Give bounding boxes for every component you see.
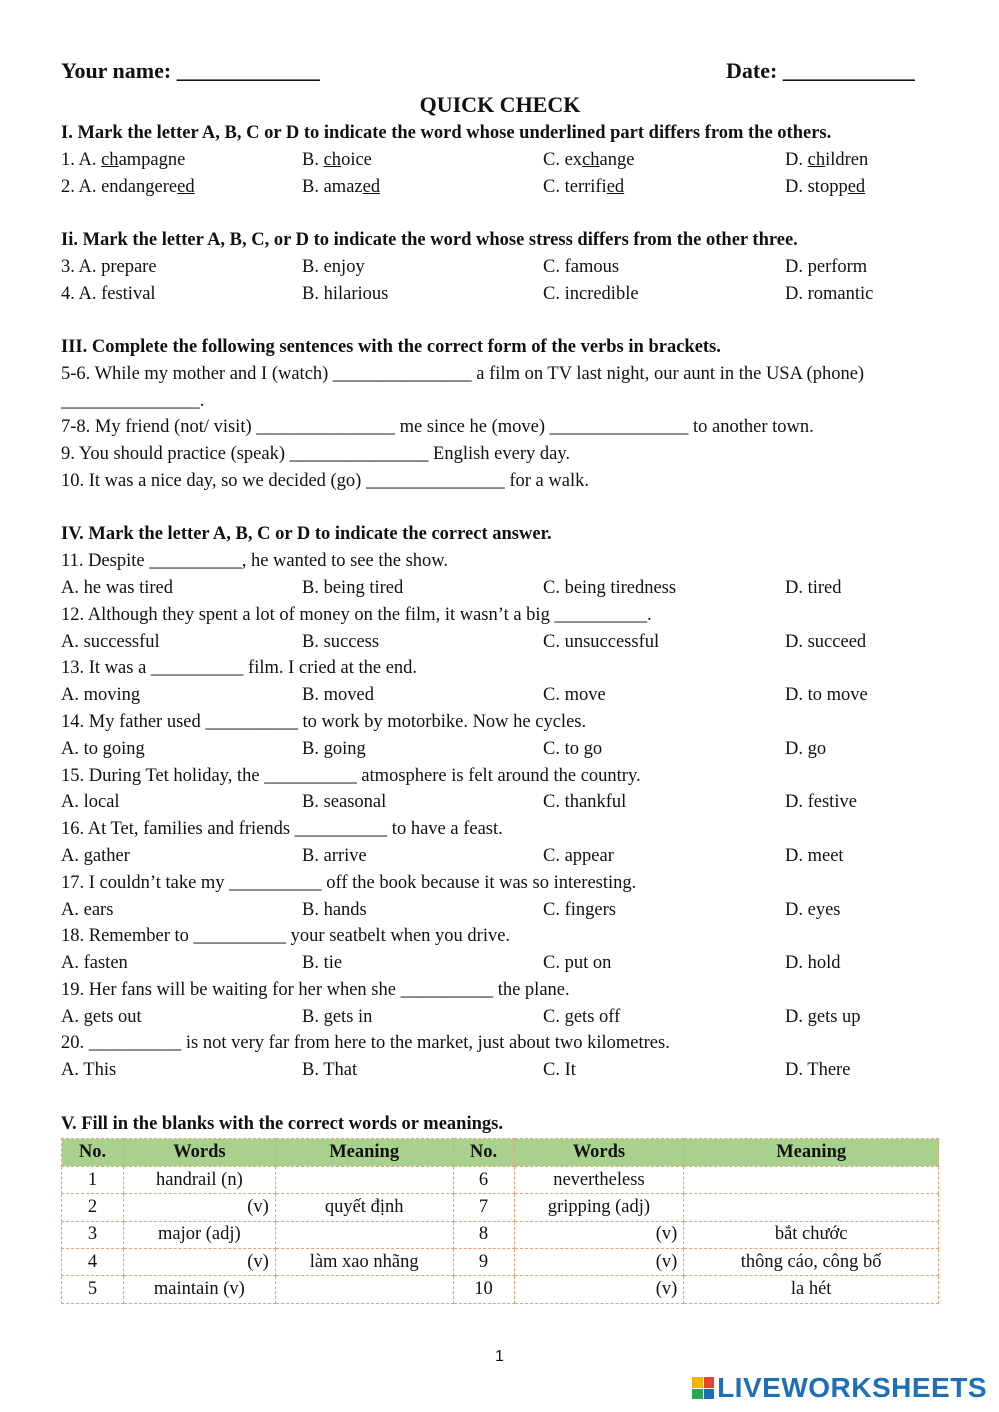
section-3-instruction: III. Complete the following sentences with the correct form of the verbs in brackets.	[61, 336, 721, 357]
table-cell: 10	[453, 1276, 514, 1303]
table-cell: 3	[62, 1221, 124, 1248]
option-b[interactable]: B. hilarious	[302, 283, 389, 304]
question-3	[61, 254, 939, 281]
option-b[interactable]: B. going	[302, 738, 366, 759]
table-cell: quyết định	[275, 1194, 453, 1221]
section-4-instruction: IV. Mark the letter A, B, C or D to indicate the correct answer.	[61, 524, 552, 545]
question-stem: 16. At Tet, families and friends __________ to have a feast.	[61, 819, 503, 840]
table-cell-blank[interactable]: (v)	[514, 1221, 684, 1248]
table-header-row	[62, 1139, 939, 1166]
table-cell: nevertheless	[514, 1166, 684, 1193]
option-a[interactable]: A. successful	[61, 631, 160, 652]
option-d[interactable]: D. to move	[785, 685, 868, 706]
option-c[interactable]: C. unsuccessful	[543, 631, 660, 652]
answer-options	[61, 736, 939, 763]
option-b[interactable]: B. choice	[302, 149, 372, 170]
brand-wordmark: LIVEWORKSHEETS	[717, 1372, 987, 1403]
table-cell: thông cáo, công bố	[684, 1249, 939, 1276]
column-header: Words	[123, 1139, 275, 1166]
table-cell: major (adj)	[123, 1221, 275, 1248]
section-4-questions	[61, 548, 939, 1084]
option-d[interactable]: D. eyes	[785, 899, 841, 920]
worksheet	[61, 58, 939, 1304]
table-cell-blank[interactable]: (v)	[514, 1276, 684, 1303]
section-1-instruction: I. Mark the letter A, B, C or D to indicate the word whose underlined part differs from the others.	[61, 123, 832, 143]
liveworksheets-logo[interactable]	[692, 1372, 987, 1404]
answer-options	[61, 1057, 939, 1084]
column-header: No.	[62, 1139, 124, 1166]
table-cell-blank[interactable]	[684, 1166, 939, 1193]
question-10[interactable]: 10. It was a nice day, so we decided (go) _______________ for a walk.	[61, 470, 589, 491]
table-row	[62, 1166, 939, 1193]
table-cell-blank[interactable]: (v)	[123, 1249, 275, 1276]
question-4	[61, 281, 939, 308]
table-cell: 6	[453, 1166, 514, 1193]
option-b[interactable]: B. being tired	[302, 577, 404, 598]
option-c[interactable]: C. to go	[543, 738, 603, 759]
name-field-label: Your name: _____________	[61, 58, 320, 83]
question-7-8[interactable]: 7-8. My friend (not/ visit) _______________ me since he (move) _______________ to another town.	[61, 417, 814, 438]
option-b[interactable]: B. seasonal	[302, 792, 387, 813]
option-c[interactable]: C. terrified	[543, 176, 625, 197]
table-cell: 8	[453, 1221, 514, 1248]
answer-options	[61, 789, 939, 816]
table-cell: 2	[62, 1194, 124, 1221]
answer-options	[61, 629, 939, 656]
option-a[interactable]: A. to going	[61, 738, 145, 759]
option-c[interactable]: C. move	[543, 685, 606, 706]
table-cell: handrail (n)	[123, 1166, 275, 1193]
option-d[interactable]: D. meet	[785, 845, 844, 866]
option-b[interactable]: B. enjoy	[302, 256, 365, 277]
header	[61, 58, 939, 90]
liveworksheets-icon	[692, 1377, 714, 1399]
table-cell: 7	[453, 1194, 514, 1221]
option-d[interactable]: D. romantic	[785, 283, 874, 304]
option-b[interactable]: B. hands	[302, 899, 367, 920]
answer-options	[61, 843, 939, 870]
table-cell: la hét	[684, 1276, 939, 1303]
question-stem: 12. Although they spent a lot of money on the film, it wasn’t a big __________.	[61, 604, 652, 625]
option-d[interactable]: D. hold	[785, 953, 841, 974]
column-header: Meaning	[684, 1139, 939, 1166]
option-b[interactable]: B. arrive	[302, 845, 367, 866]
table-cell: maintain (v)	[123, 1276, 275, 1303]
question-stem: 11. Despite __________, he wanted to see the show.	[61, 551, 449, 572]
question-stem: 14. My father used __________ to work by motorbike. Now he cycles.	[61, 711, 587, 732]
option-a[interactable]: 1. A. champagne	[61, 149, 186, 170]
option-a[interactable]: A. This	[61, 1060, 117, 1081]
option-c[interactable]: C. put on	[543, 953, 612, 974]
option-c[interactable]: C. thankful	[543, 792, 627, 813]
question-stem: 19. Her fans will be waiting for her when she __________ the plane.	[61, 979, 570, 1000]
option-d[interactable]: D. festive	[785, 792, 857, 813]
answer-options	[61, 897, 939, 924]
option-d[interactable]: D. stopped	[785, 176, 866, 197]
option-c[interactable]: C. being tiredness	[543, 577, 677, 598]
question-stem: 15. During Tet holiday, the __________ atmosphere is felt around the country.	[61, 765, 641, 786]
question-1	[61, 147, 939, 174]
option-b[interactable]: B. amazed	[302, 176, 381, 197]
option-a[interactable]: A. local	[61, 792, 120, 813]
page-number: 1	[495, 1348, 504, 1365]
option-a[interactable]: A. gather	[61, 845, 130, 866]
table-cell-blank[interactable]	[275, 1166, 453, 1193]
option-d[interactable]: D. perform	[785, 256, 868, 277]
question-2	[61, 174, 939, 201]
option-c[interactable]: C. appear	[543, 845, 614, 866]
option-d[interactable]: D. go	[785, 738, 827, 759]
option-a[interactable]: A. he was tired	[61, 577, 173, 598]
option-a[interactable]: 3. A. prepare	[61, 256, 157, 277]
option-a[interactable]: 4. A. festival	[61, 283, 156, 304]
option-a[interactable]: A. ears	[61, 899, 114, 920]
option-c[interactable]: C. famous	[543, 256, 620, 277]
table-row	[62, 1249, 939, 1276]
question-5-6[interactable]: 5-6. While my mother and I (watch) _______________ a film on TV last night, our aunt in the USA (phone)	[61, 363, 865, 384]
table-cell-blank[interactable]	[275, 1276, 453, 1303]
table-cell: 1	[62, 1166, 124, 1193]
answer-options	[61, 950, 939, 977]
question-stem: 18. Remember to __________ your seatbelt when you drive.	[61, 926, 511, 947]
option-b[interactable]: B. gets in	[302, 1006, 373, 1027]
option-a[interactable]: A. gets out	[61, 1006, 142, 1027]
option-c[interactable]: C. gets off	[543, 1006, 621, 1027]
question-stem: 13. It was a __________ film. I cried at the end.	[61, 658, 418, 679]
section-2-instruction: Ii. Mark the letter A, B, C, or D to indicate the word whose stress differs from the other three.	[61, 229, 798, 250]
option-c[interactable]: C. It	[543, 1060, 576, 1081]
table-row	[62, 1194, 939, 1221]
table-cell-blank[interactable]: (v)	[514, 1249, 684, 1276]
column-header: No.	[453, 1139, 514, 1166]
question-stem: 17. I couldn’t take my __________ off the book because it was so interesting.	[61, 872, 637, 893]
table-cell: làm xao nhãng	[275, 1249, 453, 1276]
option-d[interactable]: D. There	[785, 1060, 851, 1081]
question-9[interactable]: 9. You should practice (speak) _______________ English every day.	[61, 444, 571, 465]
option-b[interactable]: B. success	[302, 631, 380, 652]
option-b[interactable]: B. moved	[302, 685, 374, 706]
table-row	[62, 1221, 939, 1248]
question-stem: 20. __________ is not very far from here to the market, just about two kilometres.	[61, 1033, 670, 1054]
option-c[interactable]: C. fingers	[543, 899, 616, 920]
answer-options	[61, 1004, 939, 1031]
table-row	[62, 1276, 939, 1303]
option-c[interactable]: C. exchange	[543, 149, 635, 170]
answer-options	[61, 575, 939, 602]
table-cell-blank[interactable]	[684, 1194, 939, 1221]
table-cell: bắt chước	[684, 1221, 939, 1248]
option-a[interactable]: A. moving	[61, 685, 141, 706]
option-a[interactable]: 2. A. endangereed	[61, 176, 195, 197]
section-5-instruction: V. Fill in the blanks with the correct words or meanings.	[61, 1113, 503, 1134]
table-cell: 5	[62, 1276, 124, 1303]
page-title: QUICK CHECK	[419, 92, 581, 117]
option-d[interactable]: D. children	[785, 149, 869, 170]
column-header: Meaning	[275, 1139, 453, 1166]
date-field-label: Date: ____________	[726, 58, 915, 83]
table-cell-blank[interactable]	[275, 1221, 453, 1248]
table-cell: 9	[453, 1249, 514, 1276]
option-d[interactable]: D. tired	[785, 577, 842, 598]
option-b[interactable]: B. tie	[302, 953, 343, 974]
option-a[interactable]: A. fasten	[61, 953, 128, 974]
option-d[interactable]: D. succeed	[785, 631, 867, 652]
option-d[interactable]: D. gets up	[785, 1006, 861, 1027]
table-cell-blank[interactable]: (v)	[123, 1194, 275, 1221]
vocabulary-table	[61, 1138, 939, 1303]
option-c[interactable]: C. incredible	[543, 283, 639, 304]
table-cell: 4	[62, 1249, 124, 1276]
table-cell: gripping (adj)	[514, 1194, 684, 1221]
column-header: Words	[514, 1139, 684, 1166]
answer-options	[61, 682, 939, 709]
option-b[interactable]: B. That	[302, 1060, 358, 1081]
question-5-6-continued[interactable]: _______________.	[61, 390, 205, 411]
